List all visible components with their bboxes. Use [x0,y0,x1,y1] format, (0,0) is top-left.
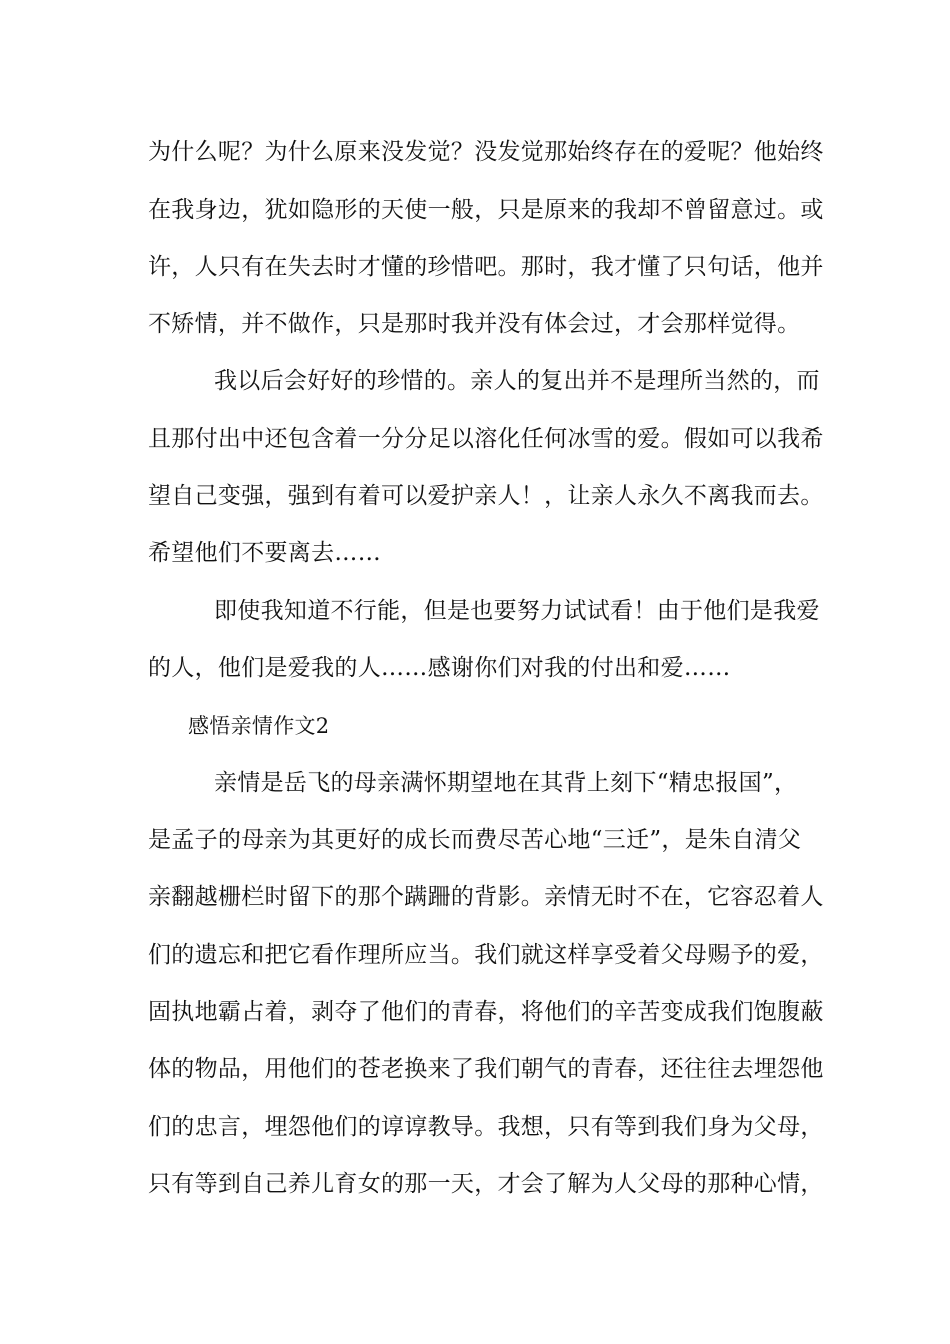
text-line: 在我身边，犹如隐形的天使一般，只是原来的我却不曾留意过。或 [148,197,824,223]
text-line: 固执地霸占着，剥夺了他们的青春，将他们的辛苦变成我们饱腹蔽 [148,999,824,1025]
paragraph-start-line: 即使我知道不行能，但是也要努力试试看！由于他们是我爱 [214,598,820,624]
text-line: 们的遗忘和把它看作理所应当。我们就这样享受着父母赐予的爱， [148,942,824,968]
text-line: 们的忠言，埋怨他们的谆谆教导。我想，只有等到我们身为父母， [148,1114,824,1140]
text-line: 望自己变强，强到有着可以爱护亲人！，让亲人永久不离我而去。 [148,483,824,509]
text-line: 是孟子的母亲为其更好的成长而费尽苦心地“三迁”，是朱自清父 [148,827,802,853]
text-line: 不矫情，并不做作，只是那时我并没有体会过，才会那样觉得。 [148,311,801,337]
paragraph-start-line: 我以后会好好的珍惜的。亲人的复出并不是理所当然的，而 [214,368,820,394]
text-line: 亲翻越栅栏时留下的那个蹒跚的背影。亲情无时不在，它容忍着人 [148,884,824,910]
text-line: 为什么呢？为什么原来没发觉？没发觉那始终存在的爱呢？他始终 [148,139,824,165]
text-line: 体的物品，用他们的苍老换来了我们朝气的青春，还往往去埋怨他 [148,1056,824,1082]
text-line: 只有等到自己养儿育女的那一天，才会了解为人父母的那种心情， [148,1171,824,1197]
section-heading: 感悟亲情作文2 [188,714,330,738]
text-line: 且那付出中还包含着一分分足以溶化任何冰雪的爱。假如可以我希 [148,426,824,452]
text-line: 许，人只有在失去时才懂的珍惜吧。那时，我才懂了只句话，他并 [148,254,824,280]
paragraph-start-line: 亲情是岳飞的母亲满怀期望地在其背上刻下“精忠报国”， [214,770,798,796]
text-line: 的人，他们是爱我的人……感谢你们对我的付出和爱…… [148,655,731,681]
text-line: 希望他们不要离去…… [148,540,381,566]
